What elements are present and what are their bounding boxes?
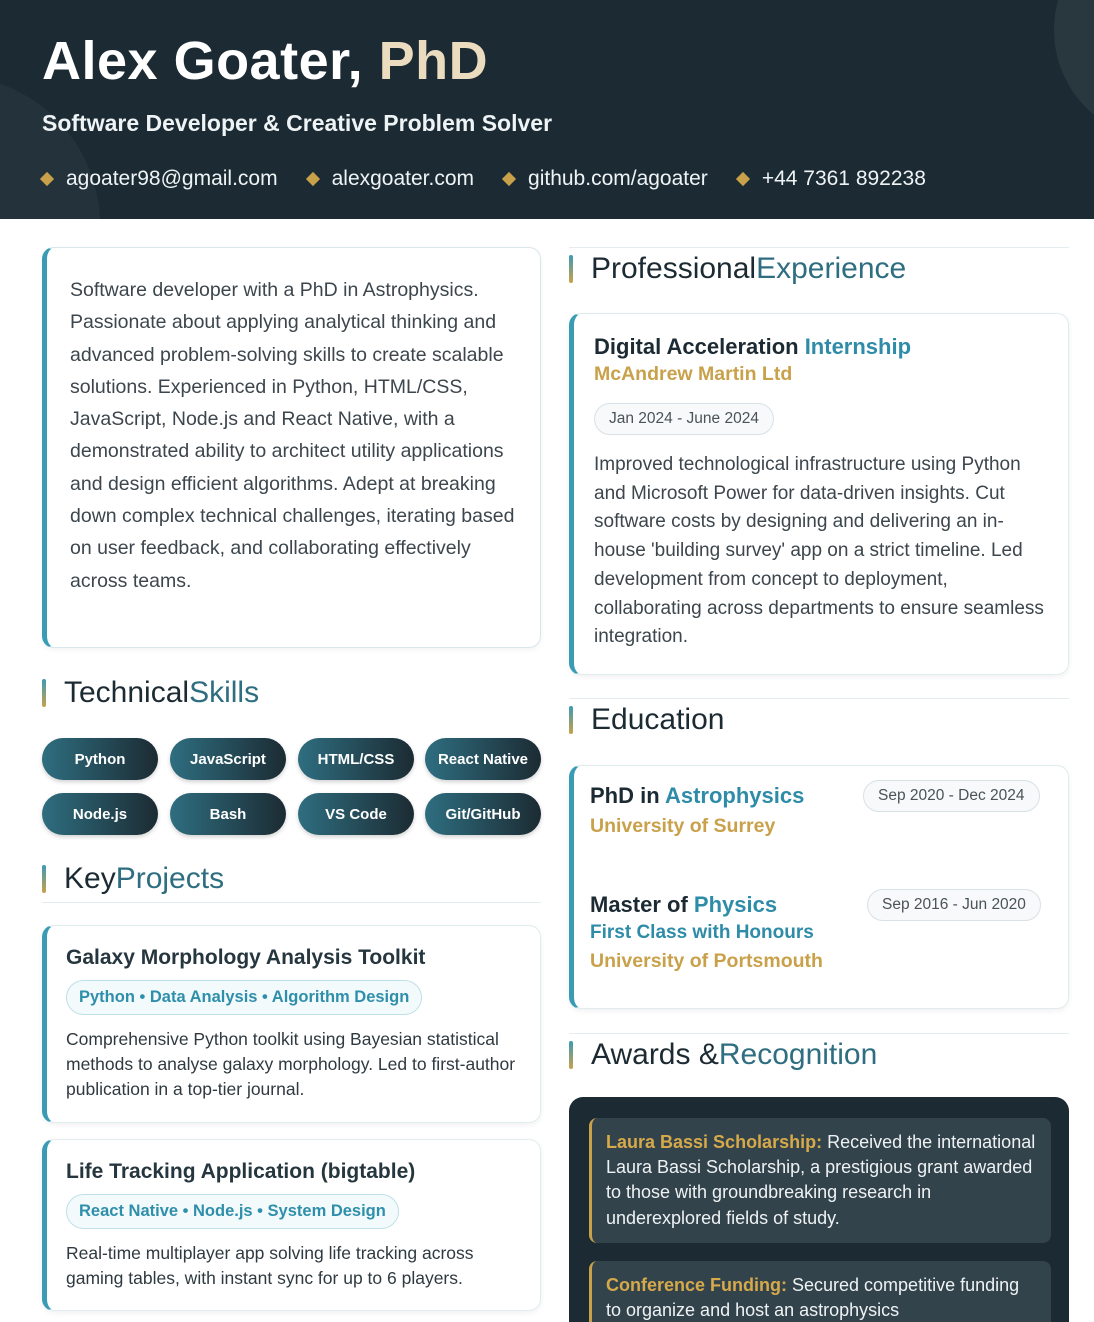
skills-heading: Technical Skills [42,676,259,710]
heading-accent-bar [569,1041,573,1069]
section-divider [569,698,1069,699]
skill-chip: VS Code [298,793,414,835]
job-description: Improved technological infrastructure using Python and Microsoft Power for data-driven insights. Cut software costs by designing and delivering an in-house 'building survey' app on a strict timeline. Led development from concept to deployment, collaborating across departments to ensure seamless integration. [594,454,1044,648]
skill-chip: Node.js [42,793,158,835]
project-title: Galaxy Morphology Analysis Toolkit [66,946,426,969]
tagline: Software Developer & Creative Problem Solver [42,110,553,136]
projects-heading: Key Projects [42,862,224,896]
skill-chip: Git/GitHub [425,793,541,835]
awards-heading: Awards & Recognition [569,1038,877,1072]
project-tags: React Native • Node.js • System Design [66,1194,399,1229]
diamond-bullet-icon [736,172,750,186]
candidate-name: Alex Goater, PhD [42,31,489,91]
date-badge: Sep 2016 - Jun 2020 [867,889,1041,921]
date-badge: Sep 2020 - Dec 2024 [863,780,1040,812]
degree-title: Master of Physics [590,892,778,917]
experience-card [569,313,1069,675]
project-description: Comprehensive Python toolkit using Bayesian statistical methods to analyse galaxy morphology. Led to first-author publication in a top-tier journal. [66,1029,516,1099]
project-title: Life Tracking Application (bigtable) [66,1160,416,1183]
section-divider [569,1033,1069,1034]
contact-email[interactable]: agoater98@gmail.com [42,167,278,191]
education-entry [590,892,823,973]
contact-github[interactable]: github.com/agoater [504,167,708,191]
skill-chip: React Native [425,738,541,780]
contact-phone[interactable]: +44 7361 892238 [738,167,926,191]
diamond-bullet-icon [502,172,516,186]
award-title: Laura Bassi Scholarship: [606,1132,823,1152]
section-divider [569,247,1069,248]
skill-chip: JavaScript [170,738,286,780]
diamond-bullet-icon [306,172,320,186]
awards-panel [569,1097,1069,1322]
experience-heading: Professional Experience [569,252,906,286]
heading-accent-bar [569,255,573,283]
award-item [589,1118,1051,1243]
heading-accent-bar [42,679,46,707]
university-name: University of Surrey [590,815,776,837]
date-badge: Jan 2024 - June 2024 [594,403,774,435]
award-text: Received the international Laura Bassi Scholarship, a prestigious grant awarded to those with groundbreaking research in underexplored fields of study. [606,1132,1036,1228]
heading-accent-bar [42,865,46,893]
company-name: McAndrew Martin Ltd [594,363,793,385]
project-description: Real-time multiplayer app solving life tracking across gaming tables, with instant sync for up to 6 players. [66,1243,474,1288]
award-text: Secured competitive funding to organize and host an astrophysics [606,1275,1020,1321]
diamond-bullet-icon [40,172,54,186]
header-decoration-circle [1054,0,1094,140]
skill-chip: HTML/CSS [298,738,414,780]
honours-text: First Class with Honours [590,922,814,943]
degree-title: PhD in Astrophysics [590,783,805,808]
contact-website[interactable]: alexgoater.com [308,167,474,191]
award-title: Conference Funding: [606,1275,787,1295]
skill-chip: Bash [170,793,286,835]
project-tags: Python • Data Analysis • Algorithm Design [66,980,422,1015]
university-name: University of Portsmouth [590,950,823,972]
education-entry [590,783,804,838]
education-heading: Education [569,703,724,737]
summary-card: Software developer with a PhD in Astrophysics. Passionate about applying analytical thinking and advanced problem-solving skills to create scalable solutions. Experienced in Python, HTML/CSS, JavaScript, Node.js and React Native, with a demonstrated ability to architect utility applications and design efficient algorithms. Adept at breaking down complex technical challenges, iterating based on user feedback, and collaborating effectively across teams. [42,247,541,648]
award-item [589,1261,1051,1322]
project-card [42,925,541,1123]
resume-header [0,0,1094,219]
heading-accent-bar [569,706,573,734]
job-title: Digital Acceleration Internship [594,334,912,359]
education-card [569,765,1069,1009]
skill-chip: Python [42,738,158,780]
contact-list [42,167,926,191]
header-decoration-circle [0,75,100,219]
project-card [42,1139,541,1311]
section-divider [42,902,541,903]
